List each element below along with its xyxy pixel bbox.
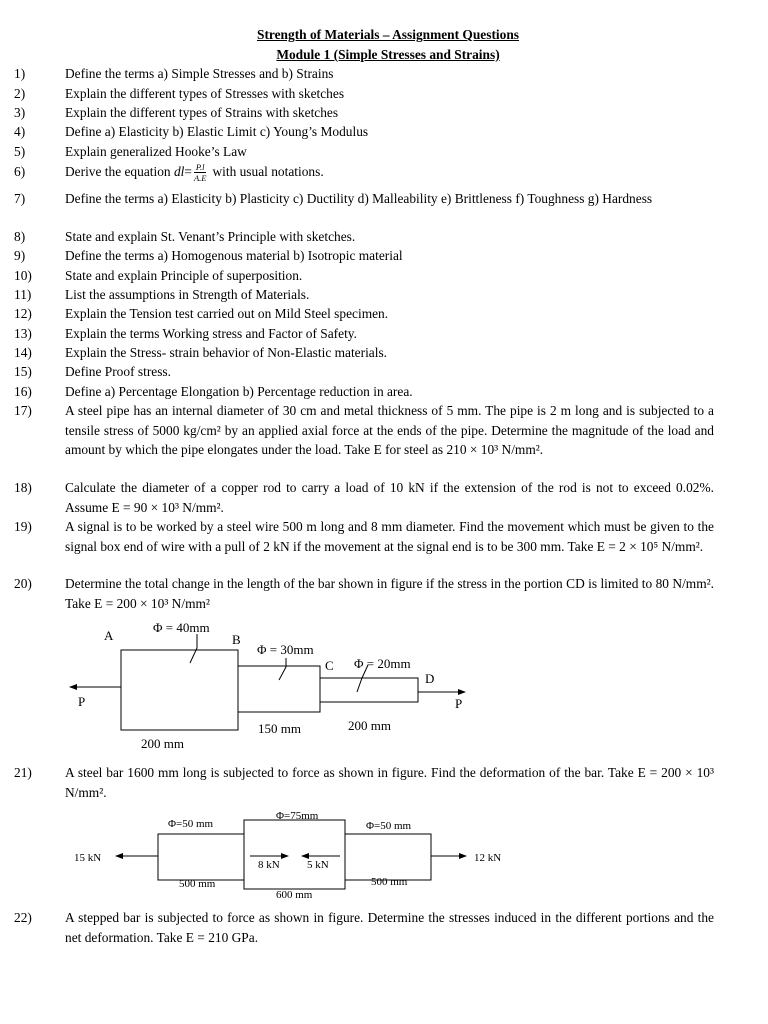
question-20: 20) Determine the total change in the length of the bar shown in figure if the stress in the portion CD is limited to 80 N/mm². Take E = 200 × 10³ N/mm² xyxy=(14,576,714,611)
document-title: Strength of Materials – Assignment Questions xyxy=(257,27,519,42)
force2-label-mid2: 5 kN xyxy=(307,859,329,871)
phi2-label-2: Φ=75mm xyxy=(276,810,319,822)
point-label-d: D xyxy=(425,671,435,686)
bar2-segment-3 xyxy=(345,834,431,880)
question-13: 13) Explain the terms Working stress and Factor of Safety. xyxy=(14,326,357,341)
length2-label-1: 500 mm xyxy=(179,878,216,890)
question-7: 7) Define the terms a) Elasticity b) Plasticity c) Ductility d) Malleability e) Brittleness f) Toughness g) Hardness xyxy=(14,191,653,206)
force2-label-left: 15 kN xyxy=(74,852,102,864)
phi-label-3: Φ = 20mm xyxy=(354,656,411,671)
bar-segment-ab xyxy=(121,650,238,730)
question-19: 19) A signal is to be worked by a steel wire 500 m long and 8 mm diameter. Find the movement which must be given to the signal box end of wire with a pull of 2 kN if the movement at the signal end is to be 300 mm. Take E = 2 × 10⁵ N/mm². xyxy=(14,519,714,554)
question-4: 4) Define a) Elasticity b) Elastic Limit c) Young’s Modulus xyxy=(14,124,369,139)
force2-label-mid1: 8 kN xyxy=(258,859,280,871)
leader-phi-2 xyxy=(279,658,286,680)
question-9: 9) Define the terms a) Homogenous material b) Isotropic material xyxy=(14,248,403,263)
point-label-c: C xyxy=(325,658,334,673)
question-21: 21) A steel bar 1600 mm long is subjected to force as shown in figure. Find the deformation of the bar. Take E = 200 × 10³ N/mm². xyxy=(14,765,714,800)
question-18: 18) Calculate the diameter of a copper rod to carry a load of 10 kN if the extension of the rod is not to exceed 0.02%. Assume E = 90 × 10³ N/mm². xyxy=(14,480,714,515)
point-label-a: A xyxy=(104,628,114,643)
question-15: 15) Define Proof stress. xyxy=(14,364,171,379)
question-16: 16) Define a) Percentage Elongation b) Percentage reduction in area. xyxy=(14,384,413,399)
figure-stepped-bar-1 xyxy=(0,612,768,757)
force2-label-right: 12 kN xyxy=(474,852,502,864)
formula-fraction: $\frac{P.l}{A.E}$ xyxy=(193,162,207,184)
question-10: 10) State and explain Principle of superposition. xyxy=(14,268,303,283)
bar2-segment-2 xyxy=(244,820,345,889)
point-label-b: B xyxy=(232,632,241,647)
leader-phi-1 xyxy=(190,634,197,663)
question-11: 11) List the assumptions in Strength of Materials. xyxy=(14,287,310,302)
question-22: 22) A stepped bar is subjected to force as shown in figure. Determine the stresses induced in the different portions and the net deformation. Take E = 210 GPa. xyxy=(14,910,714,945)
question-5: 5) Explain generalized Hooke’s Law xyxy=(14,144,247,159)
length2-label-3: 500 mm xyxy=(371,876,408,888)
figure-stepped-bar-2 xyxy=(0,804,768,904)
question-12: 12) Explain the Tension test carried out on Mild Steel specimen. xyxy=(14,306,389,321)
bar2-segment-1 xyxy=(158,834,244,880)
length2-label-2: 600 mm xyxy=(276,889,313,901)
phi2-label-1: Φ=50 mm xyxy=(168,818,214,830)
length-label-3: 200 mm xyxy=(348,718,391,733)
question-17: 17) A steel pipe has an internal diameter of 30 cm and metal thickness of 5 mm. The pipe is 2 m long and is subjected to a tensile stress of 5000 kg/cm² by an applied axial force at the ends of the pipe. Determine the magnitude of the load and amount by which the pipe elongates under the load. Take E for steel as 210 × 10³ N/mm². xyxy=(14,403,714,457)
question-2: 2) Explain the different types of Stresses with sketches xyxy=(14,86,345,101)
phi2-label-3: Φ=50 mm xyxy=(366,820,412,832)
question-6: 6) Derive the equation dl= $\frac{P.l}{A.E}$ with usual notations. xyxy=(14,162,324,184)
phi-label-1: Φ = 40mm xyxy=(153,620,210,635)
phi-label-2: Φ = 30mm xyxy=(257,642,314,657)
length-label-1: 200 mm xyxy=(141,736,184,751)
question-3: 3) Explain the different types of Strains with sketches xyxy=(14,105,339,120)
module-title: Module 1 (Simple Stresses and Strains) xyxy=(276,47,500,62)
question-8: 8) State and explain St. Venant’s Principle with sketches. xyxy=(14,229,356,244)
bar-segment-cd xyxy=(320,678,418,702)
force-label-left: P xyxy=(78,694,86,709)
question-14: 14) Explain the Stress- strain behavior of Non-Elastic materials. xyxy=(14,345,388,360)
force-label-right: P xyxy=(455,696,463,711)
length-label-2: 150 mm xyxy=(258,721,301,736)
question-1: 1) Define the terms a) Simple Stresses and b) Strains xyxy=(14,66,334,81)
bar-segment-bc xyxy=(238,666,320,712)
